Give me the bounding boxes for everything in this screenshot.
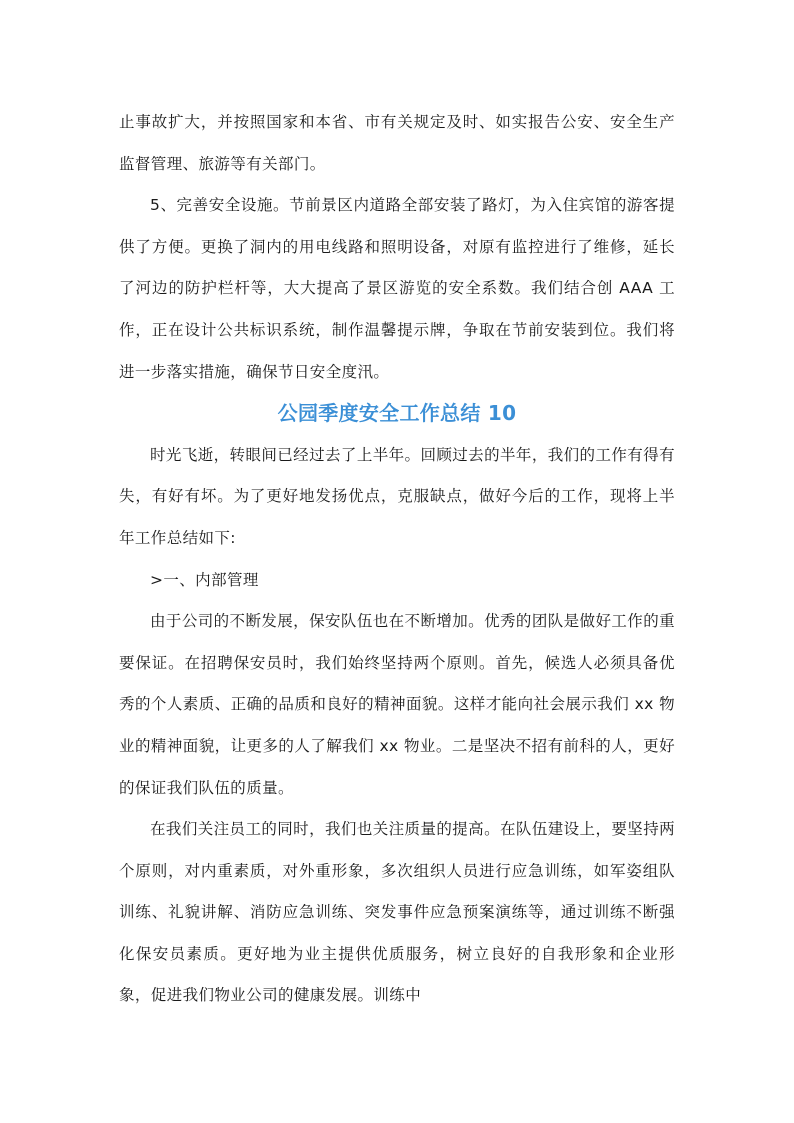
subheading-internal-management: >一、内部管理 (150, 570, 259, 589)
document-body (119, 102, 675, 1017)
paragraph-training: 在我们关注员工的同时，我们也关注质量的提高。在队伍建设上，要坚持两个原则，对内重素质，对外重形象，多次组织人员进行应急训练，如军姿组队训练、礼貌讲解、消防应急训练、突发事件应急预案演练等，通过训练不断强化保安员素质。更好地为业主提供优质服务，树立良好的自我形象和企业形象，促进我们物业公司的健康发展。训练中 (119, 820, 675, 1005)
paragraph-continued: 止事故扩大，并按照国家和本省、市有关规定及时、如实报告公安、安全生产监督管理、旅游等有关部门。 (119, 113, 675, 173)
paragraph-intro: 时光飞逝，转眼间已经过去了上半年。回顾过去的半年，我们的工作有得有失，有好有坏。为了更好地发扬优点，克服缺点，做好今后的工作，现将上半年工作总结如下: (119, 445, 675, 547)
section-heading: 公园季度安全工作总结 10 (277, 401, 517, 426)
paragraph-recruitment: 由于公司的不断发展，保安队伍也在不断增加。优秀的团队是做好工作的重要保证。在招聘保安员时，我们始终坚持两个原则。首先，候选人必须具备优秀的个人素质、正确的品质和良好的精神面貌。这样才能向社会展示我们 xx 物业的精神面貌，让更多的人了解我们 xx 物业。二是坚决不招有前科的人，更好的保证我们队伍的质量。 (119, 612, 675, 797)
paragraph-safety-facilities: 5、完善安全设施。节前景区内道路全部安装了路灯，为入住宾馆的游客提供了方便。更换了洞内的用电线路和照明设备，对原有监控进行了维修，延长了河边的防护栏杆等，大大提高了景区游览的安全系数。我们结合创 AAA 工作，正在设计公共标识系统，制作温馨提示牌，争取在节前安装到位。我们将进一步落实措施，确保节日安全度汛。 (119, 196, 675, 381)
